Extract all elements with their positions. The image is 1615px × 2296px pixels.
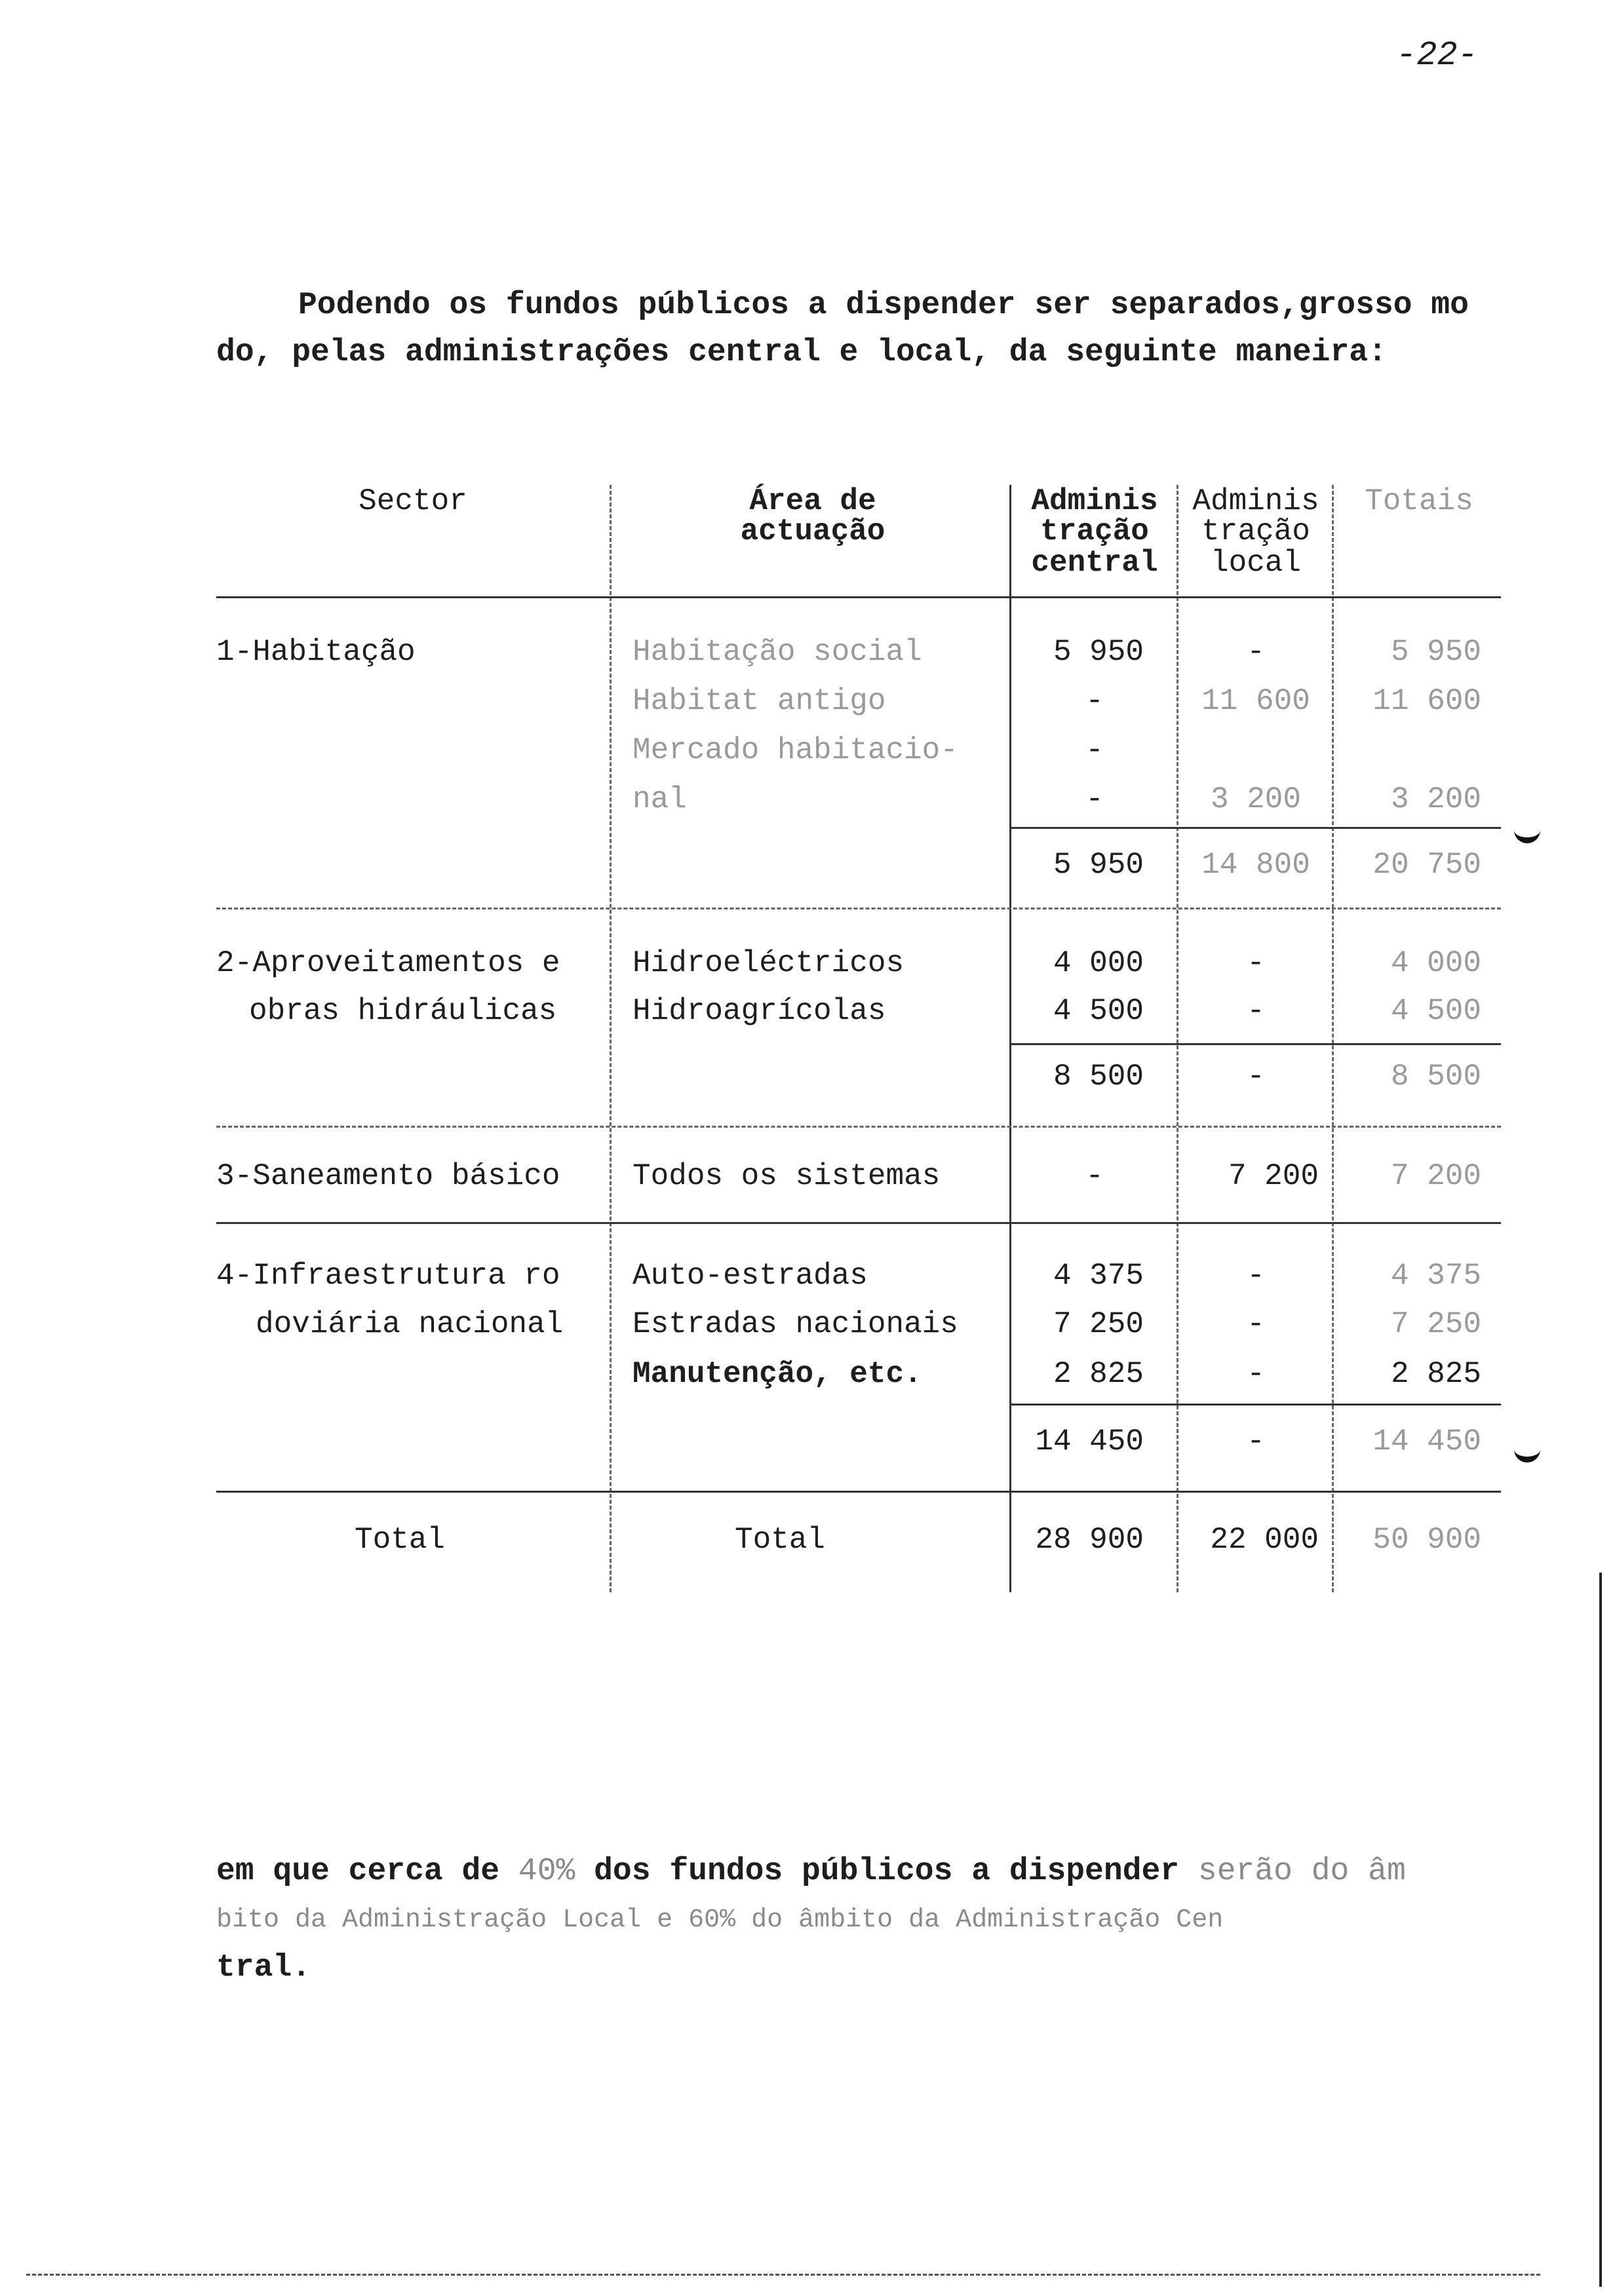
sector-3: 3-Saneamento básico [216,1159,560,1193]
local-subtotal-2: - [1247,1060,1265,1094]
sector-1: 1-Habitação [216,635,416,669]
area-habitat-antigo: Habitat antigo [632,684,886,718]
total-row-area: Total [734,1523,826,1557]
closing-paragraph [216,1848,1521,1991]
area-hidroelectricos: Hidroeléctricos [632,946,905,980]
local-auto-estradas: - [1247,1259,1265,1293]
area-manutencao: Manutenção, etc. [632,1357,922,1391]
local-habitacao-social: - [1247,635,1265,669]
local-saneamento: 7 200 [1228,1159,1319,1193]
intro-paragraph [216,282,1521,376]
total-saneamento: 7 200 [1390,1159,1481,1193]
header-local-2: tração [1201,514,1310,548]
header-central-3: central [1031,546,1158,580]
header-totals: Totais [1365,484,1473,518]
outro-line-1b: dos fundos públicos a dispender [594,1854,1180,1889]
total-row-sector: Total [354,1523,446,1557]
central-subtotal-2: 8 500 [1053,1060,1144,1094]
outro-percent: 40% [518,1854,575,1889]
total-manutencao: 2 825 [1390,1357,1481,1391]
local-subtotal-1: 14 800 [1201,848,1310,882]
local-habitat-antigo: 11 600 [1201,684,1310,718]
central-subtotal-4: 14 450 [1035,1425,1144,1459]
area-mercado-habitacional: Mercado habitacio- [632,733,958,767]
table-divider-area [1009,485,1011,1592]
section-rule-1 [216,908,1501,909]
header-sector: Sector [359,484,467,518]
area-habitacao-social: Habitação social [632,635,922,669]
area-auto-estradas: Auto-estradas [632,1259,868,1293]
sector-2-line-2: obras hidráulicas [249,994,557,1028]
header-central-2: tração [1040,514,1149,548]
total-estradas-nacionais: 7 250 [1390,1307,1481,1341]
central-subtotal-1: 5 950 [1053,848,1144,882]
central-mercado: - [1085,733,1104,767]
central-habitat-antigo: - [1085,684,1104,718]
intro-line-1: Podendo os fundos públicos a dispender ser separados,grosso mo [298,288,1469,323]
central-hidroagricolas: 4 500 [1053,994,1144,1028]
local-subtotal-4: - [1247,1425,1265,1459]
check-mark [1514,819,1540,843]
total-row-local: 22 000 [1210,1523,1319,1557]
intro-line-2: do, pelas administrações central e local, da seguinte maneira: [216,335,1387,370]
header-area-2: actuação [740,514,885,548]
outro-line-1a: em que cerca de [216,1854,500,1889]
page-edge [1599,1573,1602,2287]
sector-4-line-2: doviária nacional [256,1307,564,1341]
total-habitat-antigo: 11 600 [1372,684,1481,718]
section-rule-3 [216,1222,1501,1224]
table-divider-central [1177,485,1178,1592]
local-hidroagricolas: - [1247,994,1265,1028]
area-hidroagricolas: Hidroagrícolas [632,994,886,1028]
total-habitacao-social: 5 950 [1390,635,1481,669]
total-subtotal-2: 8 500 [1390,1060,1481,1094]
central-estradas-nacionais: 7 250 [1053,1307,1144,1341]
central-manutencao: 2 825 [1053,1357,1144,1391]
total-hidroelectricos: 4 000 [1390,946,1481,980]
area-estradas-nacionais: Estradas nacionais [632,1307,958,1341]
area-todos-sistemas: Todos os sistemas [632,1159,941,1193]
header-local-3: local [1210,546,1302,580]
page-number: -22- [1396,36,1478,75]
total-subtotal-1: 20 750 [1372,848,1481,882]
area-mercado-habitacional-2: nal [632,782,687,816]
total-rule [216,1491,1501,1493]
header-rule [216,596,1501,598]
header-central-1: Adminis [1031,484,1158,518]
central-saneamento: - [1085,1159,1104,1193]
header-local-1: Adminis [1192,484,1319,518]
subtotal-rule-1 [1009,827,1501,829]
outro-line-3: tral. [216,1950,311,1985]
local-estradas-nacionais: - [1247,1307,1265,1341]
central-auto-estradas: 4 375 [1053,1259,1144,1293]
total-auto-estradas: 4 375 [1390,1259,1481,1293]
outro-line-2: bito da Administração Local e 60% do âmbito da Administração Cen [216,1905,1224,1935]
central-mercado-2: - [1085,782,1104,816]
page-bottom-edge [26,2274,1540,2276]
sector-2-line-1: 2-Aproveitamentos e [216,946,560,980]
total-mercado: 3 200 [1390,782,1481,816]
total-row-central: 28 900 [1035,1523,1144,1557]
table-divider-local [1332,485,1334,1592]
outro-line-1c: serão do âm [1197,1854,1406,1889]
total-hidroagricolas: 4 500 [1390,994,1481,1028]
total-subtotal-4: 14 450 [1372,1425,1481,1459]
local-mercado: 3 200 [1210,782,1302,816]
local-manutencao: - [1247,1357,1265,1391]
check-mark [1514,1438,1540,1463]
table-divider-sector [610,485,612,1592]
total-row-total: 50 900 [1372,1523,1481,1557]
section-rule-2 [216,1126,1501,1128]
subtotal-rule-4 [1009,1404,1501,1406]
sector-4-line-1: 4-Infraestrutura ro [216,1259,560,1293]
subtotal-rule-2 [1009,1043,1501,1045]
central-hidroelectricos: 4 000 [1053,946,1144,980]
central-habitacao-social: 5 950 [1053,635,1144,669]
local-hidroelectricos: - [1247,946,1265,980]
header-area-1: Área de [749,484,876,518]
